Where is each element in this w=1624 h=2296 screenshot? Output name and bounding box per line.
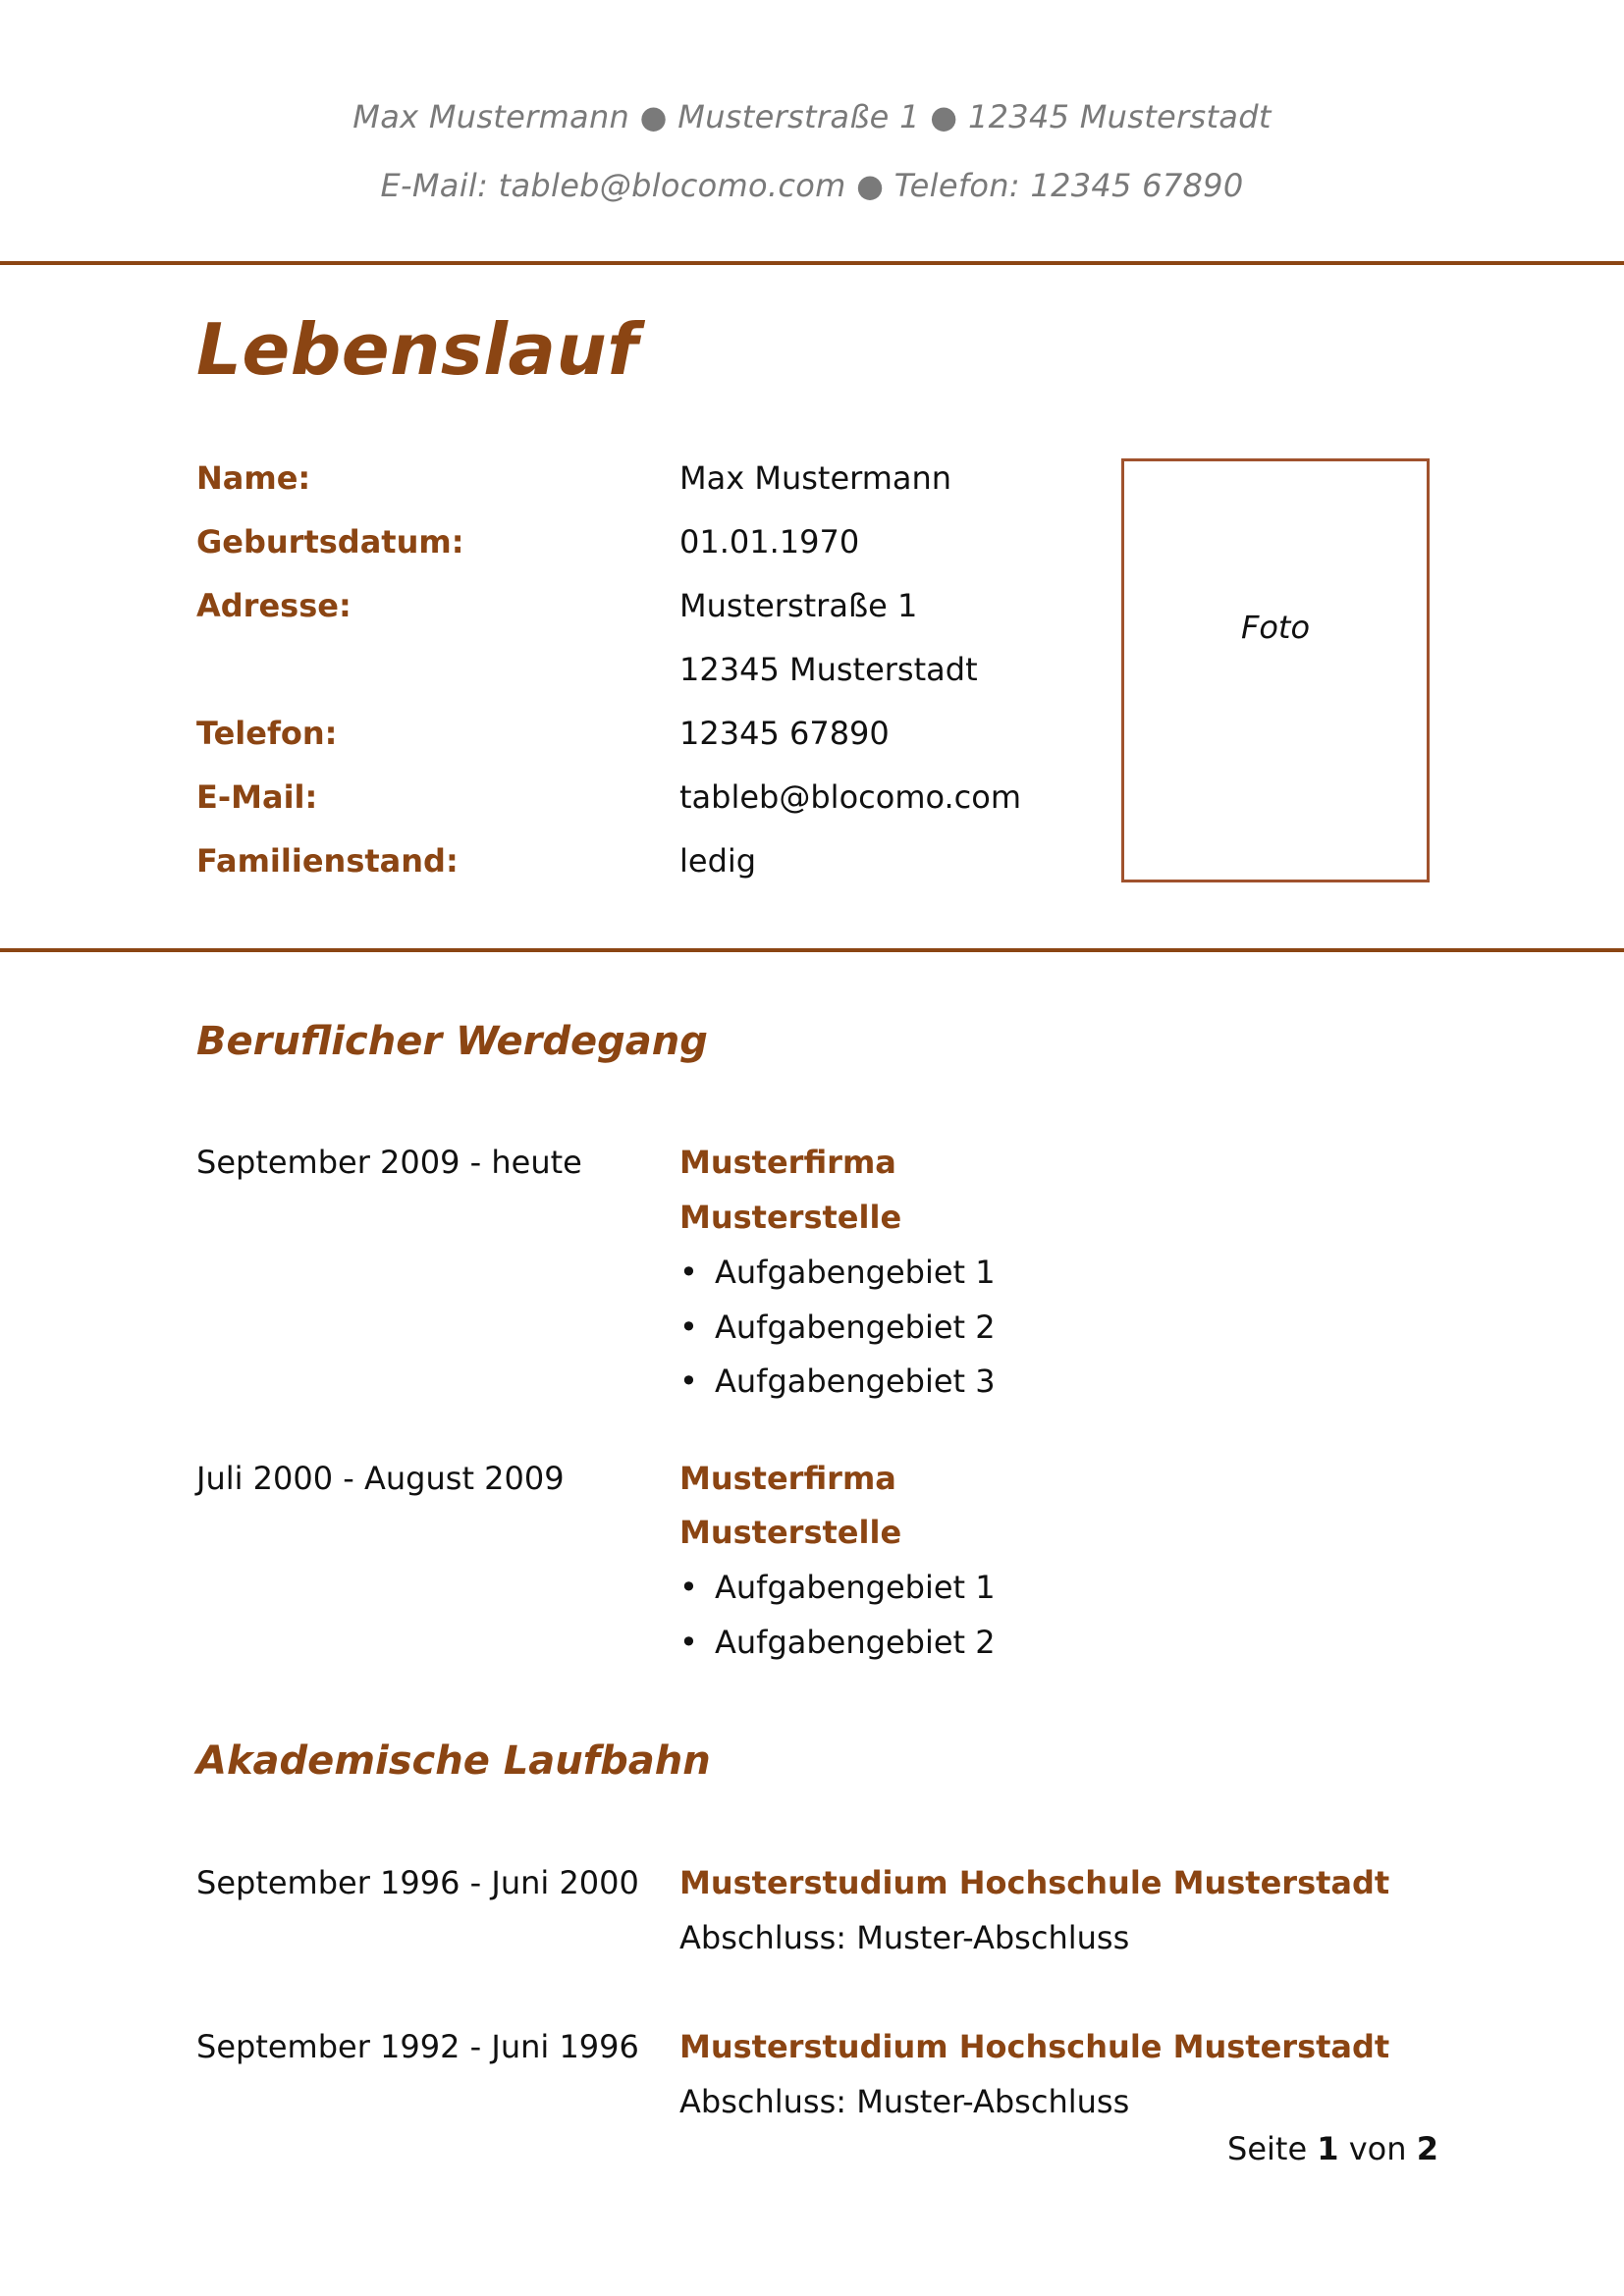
page-number — [1227, 2130, 1438, 2167]
email-value: tableb@blocomo.com — [679, 778, 1022, 816]
career-entry-1-period: September 2009 - heute — [196, 1144, 582, 1181]
page-number-current: 1 — [1317, 2130, 1339, 2167]
marital-status-value: ledig — [679, 842, 757, 880]
career-entry-1-task — [679, 1362, 996, 1400]
name-label: Name: — [196, 459, 311, 497]
header-contact-line: Max Mustermann ● Musterstraße 1 ● 12345 Musterstadt — [352, 98, 1272, 135]
top-divider — [0, 261, 1624, 265]
phone-label: Telefon: — [196, 715, 338, 752]
career-entry-1-task — [679, 1308, 996, 1346]
email-label: E-Mail: — [196, 778, 318, 816]
academic-entry-1-period: September 1996 - Juni 2000 — [196, 1864, 639, 1901]
birthdate-label: Geburtsdatum: — [196, 523, 464, 561]
photo-label: Foto — [1240, 609, 1311, 646]
career-heading: Beruflicher Werdegang — [196, 1019, 708, 1064]
bullet-icon: • — [679, 1569, 698, 1606]
task-text: Aufgabengebiet 3 — [715, 1362, 996, 1400]
address-label: Adresse: — [196, 587, 352, 624]
marital-status-label: Familienstand: — [196, 842, 459, 880]
career-entry-1-company: Musterfirma — [679, 1144, 896, 1181]
career-entry-2-task — [679, 1569, 996, 1606]
task-text: Aufgabengebiet 1 — [715, 1254, 996, 1291]
address-city: 12345 Musterstadt — [679, 651, 978, 688]
academic-entry-2-institution: Musterstudium Hochschule Musterstadt — [679, 2028, 1390, 2065]
middle-divider — [0, 948, 1624, 952]
academic-entry-1-institution: Musterstudium Hochschule Musterstadt — [679, 1864, 1390, 1901]
career-entry-2-task — [679, 1624, 996, 1661]
birthdate-value: 01.01.1970 — [679, 523, 860, 561]
career-entry-2-period: Juli 2000 - August 2009 — [196, 1460, 565, 1497]
phone-value: 12345 67890 — [679, 715, 890, 752]
name-value: Max Mustermann — [679, 459, 952, 497]
bullet-icon: • — [679, 1254, 698, 1291]
career-entry-1-task — [679, 1254, 996, 1291]
bullet-icon: • — [679, 1308, 698, 1346]
page-number-middle: von — [1348, 2130, 1407, 2167]
academic-heading: Akademische Laufbahn — [196, 1738, 711, 1784]
page-number-prefix: Seite — [1227, 2130, 1308, 2167]
career-entry-2-company: Musterfirma — [679, 1460, 896, 1497]
task-text: Aufgabengebiet 2 — [715, 1308, 996, 1346]
header-email-phone-line: E-Mail: tableb@blocomo.com ● Telefon: 12345 67890 — [380, 167, 1244, 204]
bullet-icon: • — [679, 1362, 698, 1400]
page-number-total: 2 — [1416, 2130, 1438, 2167]
career-entry-1-position: Musterstelle — [679, 1199, 902, 1236]
task-text: Aufgabengebiet 1 — [715, 1569, 996, 1606]
academic-entry-2-period: September 1992 - Juni 1996 — [196, 2028, 639, 2065]
academic-entry-1-degree: Abschluss: Muster-Abschluss — [679, 1919, 1130, 1956]
page-title: Lebenslauf — [196, 308, 639, 391]
photo-placeholder — [1121, 458, 1430, 882]
academic-entry-2-degree: Abschluss: Muster-Abschluss — [679, 2083, 1130, 2120]
bullet-icon: • — [679, 1624, 698, 1661]
address-street: Musterstraße 1 — [679, 587, 918, 624]
task-text: Aufgabengebiet 2 — [715, 1624, 996, 1661]
career-entry-2-position: Musterstelle — [679, 1514, 902, 1551]
